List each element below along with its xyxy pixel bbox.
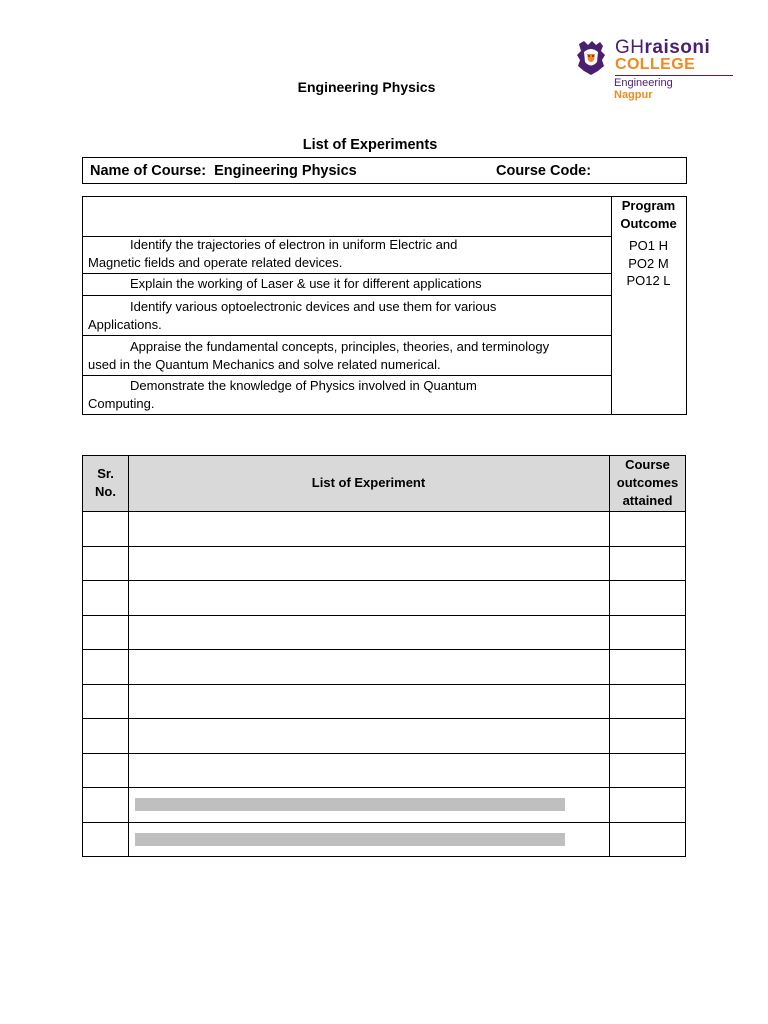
course-outcome-item (88, 377, 608, 412)
table-divider (83, 295, 611, 296)
header-line: attained (622, 493, 673, 508)
document-subtitle: List of Experiments (302, 137, 438, 153)
sr-no-header (83, 465, 128, 501)
outcome-line: Computing. (88, 395, 155, 411)
logo-engineering-text: Engineering (614, 77, 673, 89)
table-row-divider (83, 546, 685, 547)
logo-city-text: Nagpur (614, 89, 653, 101)
course-outcome-item (88, 236, 608, 271)
program-outcome: PO1 H (628, 238, 668, 253)
logo-brand-text: GHraisoni (615, 37, 711, 58)
table-row-divider (83, 753, 685, 754)
course-outcomes-table (82, 196, 687, 415)
outcome-line: Appraise the fundamental concepts, principles, theories, and terminology (130, 339, 550, 354)
header-line: No. (95, 484, 116, 499)
redacted-experiment-text (135, 833, 565, 846)
course-code: Course Code: (496, 163, 592, 179)
header-line: Sr. (97, 466, 114, 481)
course-outcome-item (88, 275, 608, 293)
program-outcome-values (611, 237, 686, 290)
table-row-divider (83, 822, 685, 823)
course-outcome-item (88, 338, 608, 373)
document-title: Engineering Physics (297, 79, 436, 95)
experiment-list-header: List of Experiment (311, 475, 426, 490)
program-outcome: PO12 L (626, 273, 671, 288)
outcome-line: Identify the trajectories of electron in uniform Electric and (130, 237, 458, 252)
outcome-line: Magnetic fields and operate related devices. (88, 254, 343, 270)
table-divider (609, 456, 610, 856)
experiments-table (82, 455, 686, 857)
course-outcomes-header (610, 456, 685, 510)
table-divider (83, 273, 611, 274)
redacted-experiment-text (135, 798, 565, 811)
outcome-line: Identify various optoelectronic devices and use them for various (130, 299, 497, 314)
table-row-divider (83, 580, 685, 581)
course-info-box (82, 157, 687, 184)
course-outcome-item (88, 298, 608, 333)
logo-divider (615, 75, 733, 76)
table-row-divider (83, 787, 685, 788)
header-line: Program (621, 198, 676, 213)
table-row-divider (83, 684, 685, 685)
header-line: outcomes (616, 475, 679, 490)
lion-emblem-icon (574, 40, 608, 76)
table-row-divider (83, 615, 685, 616)
logo-college-text: COLLEGE (615, 56, 696, 73)
table-divider (128, 456, 129, 856)
table-divider (83, 335, 611, 336)
header-line: Outcome (620, 216, 677, 231)
header-line: Course (625, 457, 670, 472)
outcome-line: Demonstrate the knowledge of Physics involved in Quantum (130, 378, 477, 393)
program-outcome-header (611, 197, 686, 233)
outcome-line: Explain the working of Laser & use it for different applications (130, 276, 482, 291)
course-name: Name of Course: Engineering Physics (90, 163, 357, 179)
table-divider (83, 375, 611, 376)
table-row-divider (83, 718, 685, 719)
outcome-line: used in the Quantum Mechanics and solve related numerical. (88, 356, 441, 372)
table-row-divider (83, 649, 685, 650)
outcome-line: Applications. (88, 316, 162, 332)
table-row-divider (83, 511, 685, 512)
program-outcome: PO2 M (628, 255, 669, 271)
